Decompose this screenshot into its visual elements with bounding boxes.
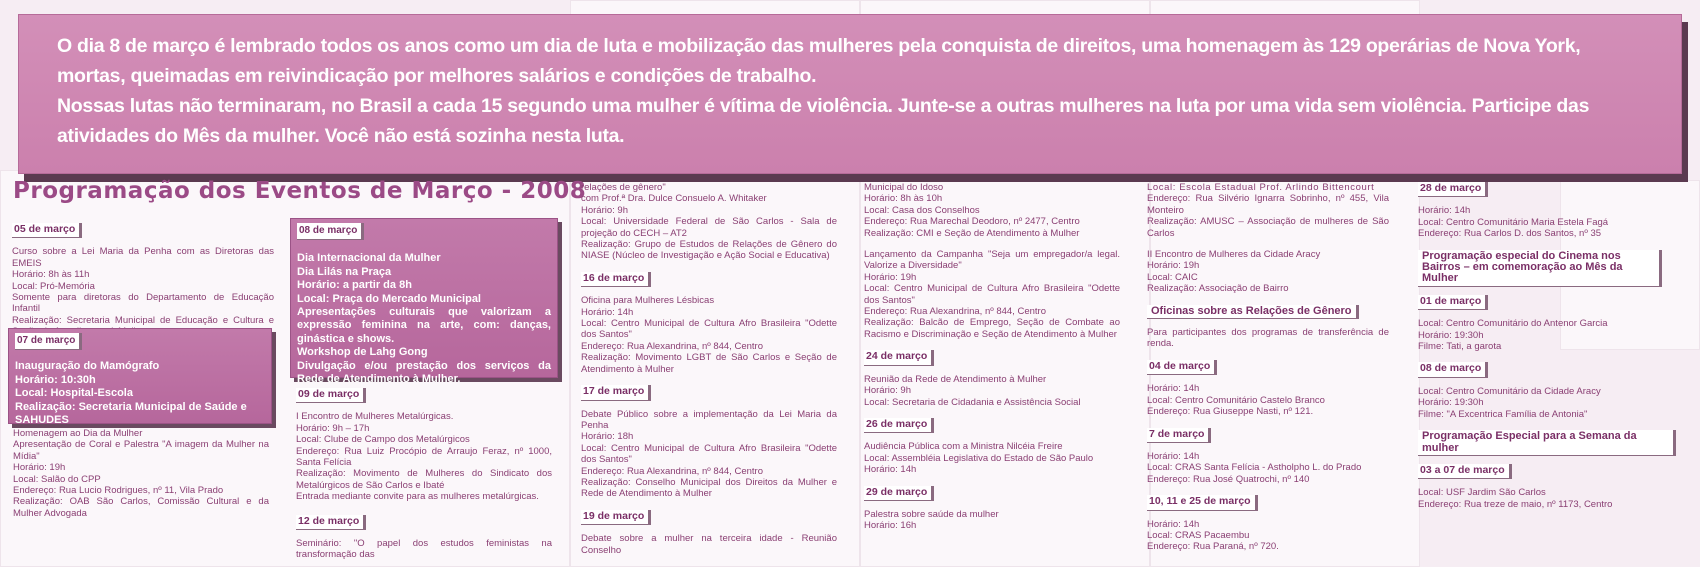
date-label: 26 de março xyxy=(864,418,934,433)
event-line: Local: Centro Comunitário Castelo Branco xyxy=(1147,394,1325,406)
event-line: Dia Lilás na Praça xyxy=(297,265,392,278)
event-line: Realização: Movimento de Mulheres do Sindicato dos Metalúrgicos de São Carlos e Ibaté xyxy=(296,468,552,491)
column-3 xyxy=(581,182,837,556)
event-line: Local: Escola Estadual Prof. Arlindo Bittencourt xyxy=(1147,182,1375,193)
event-line: Horário: 19h xyxy=(864,271,917,283)
event-line: Entrada mediante convite para as mulheres metalúrgicas. xyxy=(296,491,539,503)
event-line: Horário: 9h xyxy=(581,204,628,216)
event-block xyxy=(864,509,1120,532)
event-line: Realização: AMUSC – Associação de mulheres de São Carlos xyxy=(1147,216,1389,239)
highlight-event-08-marco xyxy=(290,218,558,386)
section-title: Programação especial do Cinema nos Bairros – em comemoração ao Mês da Mulher xyxy=(1418,250,1662,287)
banner-paragraph-2: Nossas lutas não terminaram, no Brasil a cada 15 segundo uma mulher é vítima de violência. Junte-se a outras mulheres na luta por uma vida sem violência. Participe das atividades do Mês da mulher. Você não está sozinha nesta luta. xyxy=(57,95,1590,147)
date-label: 10, 11 e 25 de março xyxy=(1147,495,1258,510)
event-line: Endereço: Rua Alexandrina, nº 844, Centro xyxy=(864,306,1046,318)
event-block xyxy=(1418,386,1676,420)
event-line: Somente para diretoras do Departamento de Educação Infantil xyxy=(12,292,274,315)
event-block xyxy=(1147,249,1389,295)
event-line: Horário: 18h xyxy=(581,431,634,443)
date-label: 12 de março xyxy=(296,515,366,530)
event-line: Local: CRAS Santa Felícia - Astholpho L. do Prado xyxy=(1147,462,1362,474)
column-4 xyxy=(864,182,1120,542)
event-line: Local: Centro Municipal de Cultura Afro Brasileira "Odette dos Santos" xyxy=(581,442,837,466)
event-line: Realização: Conselho Municipal dos Direitos da Mulher e Rede de Atendimento à Mulher xyxy=(581,476,837,500)
event-line: Horário: 19:30h xyxy=(1418,329,1484,341)
event-line: Horário: 8h às 10h xyxy=(864,193,943,205)
event-line: Local: Secretaria de Cidadania e Assistência Social xyxy=(864,396,1081,408)
event-line: Local: Centro Comunitário da Cidade Aracy xyxy=(1418,385,1601,397)
event-line: Endereço: Rua Carlos D. dos Santos, nº 35 xyxy=(1418,228,1602,240)
event-line: Palestra sobre saúde da mulher xyxy=(864,508,999,520)
event-line: Para participantes dos programas de transferência de renda. xyxy=(1147,327,1389,350)
event-line: Inauguração do Mamógrafo xyxy=(15,360,160,373)
event-line: com Prof.ª Dra. Dulce Consuelo A. Whitaker xyxy=(581,193,767,205)
event-line: Horário: 19h xyxy=(13,462,66,474)
event-line: Filme: Tati, a garota xyxy=(1418,341,1502,353)
column-1-lower xyxy=(13,428,269,519)
event-block xyxy=(1147,182,1389,239)
event-block xyxy=(581,295,837,375)
column-2 xyxy=(296,388,552,561)
event-block xyxy=(864,374,1120,408)
event-block xyxy=(1418,487,1676,510)
event-block xyxy=(1147,383,1389,417)
event-line: Endereço: Rua Marechal Deodoro, nº 2477, Centro xyxy=(864,216,1080,228)
event-line: Horário: 14h xyxy=(1147,383,1200,395)
event-line: Horário: 9h – 17h xyxy=(296,422,370,434)
event-line: Realização: Grupo de Estudos de Relações de Gênero do NIASE (Núcleo de Investigação e Ação Social e Educativa) xyxy=(581,239,837,262)
date-label: 17 de março xyxy=(581,385,651,400)
section-title: Programação Especial para a Semana da mulher xyxy=(1418,430,1676,456)
page-title: Programação dos Eventos de Março - 2008 xyxy=(13,178,587,204)
event-line: Endereço: Rua treze de maio, nº 1173, Centro xyxy=(1418,498,1613,510)
event-line: Local: Centro Municipal de Cultura Afro Brasileira "Odette dos Santos" xyxy=(864,283,1120,306)
event-line: Horário: 8h às 11h xyxy=(12,269,90,281)
date-label: 08 de março xyxy=(297,223,364,240)
event-line: Endereço: Rua Alexandrina, nº 844, Centro xyxy=(581,340,763,352)
event-line: Realização: Secretaria Municipal de Educação e Cultura e xyxy=(12,314,274,326)
event-line: Horário: 10:30h xyxy=(15,373,96,386)
event-block xyxy=(581,182,837,262)
date-label: 24 de março xyxy=(864,350,934,365)
event-line: Local: USF Jardim São Carlos xyxy=(1418,487,1546,499)
date-label: 04 de março xyxy=(1147,360,1217,375)
event-line: Curso sobre a Lei Maria da Penha com as Diretoras das EMEIS xyxy=(12,246,274,269)
date-label: 07 de março xyxy=(15,333,82,350)
event-block xyxy=(12,246,274,337)
event-line: Horário: 9h xyxy=(864,385,911,397)
date-label: 05 de março xyxy=(12,223,82,238)
event-line: Realização: Movimento LGBT de São Carlos e Seção de Atendimento à Mulher xyxy=(581,352,837,375)
event-line: Horário: 19h xyxy=(1147,260,1200,272)
event-line: Horário: a partir da 8h xyxy=(297,279,412,292)
event-line: Horário: 14h xyxy=(1147,450,1200,462)
event-line: Local: CRAS Pacaembu xyxy=(1147,529,1250,541)
event-line: Oficina para Mulheres Lésbicas xyxy=(581,295,715,307)
event-line: Endereço: Rua José Quatrochi, nº 140 xyxy=(1147,473,1310,485)
event-line: Seminário: "O papel dos estudos feministas na transformação das xyxy=(296,538,552,561)
event-line: II Encontro de Mulheres da Cidade Aracy xyxy=(1147,249,1321,261)
event-line: Horário: 16h xyxy=(864,520,917,532)
event-line: Horário: 14h xyxy=(1418,205,1471,217)
column-6 xyxy=(1418,182,1676,520)
date-label: 09 de março xyxy=(296,388,366,403)
date-label: 08 de março xyxy=(1418,362,1488,377)
event-line: Realização: Associação de Bairro xyxy=(1147,283,1289,295)
intro-banner xyxy=(18,14,1682,174)
event-line: Workshop de Lahg Gong xyxy=(297,346,428,359)
event-line: Local: Hospital-Escola xyxy=(15,387,133,400)
event-line: Endereço: Rua Alexandrina, nº 844, Centro xyxy=(581,465,763,477)
event-line: Endereço: Rua Giuseppe Nasti, nº 121. xyxy=(1147,406,1314,418)
section-title: Oficinas sobre as Relações de Gênero xyxy=(1147,305,1359,319)
event-line: Local: Praça do Mercado Municipal xyxy=(297,292,481,305)
column-5 xyxy=(1147,182,1389,563)
event-block xyxy=(1418,318,1676,352)
event-block xyxy=(581,409,837,500)
event-line: Endereço: Rua Luiz Procópio de Arraujo Feraz, nº 1000, Santa Felícia xyxy=(296,445,552,469)
event-line: Homenagem ao Dia da Mulher xyxy=(13,428,143,439)
date-label: 29 de março xyxy=(864,486,934,501)
event-block xyxy=(1147,519,1389,553)
event-line: Realização: OAB São Carlos, Comissão Cultural e da Mulher Advogada xyxy=(13,496,269,519)
event-line: Local: Centro Comunitário do Antenor Garcia xyxy=(1418,318,1608,330)
event-line: Realização: Balcão de Emprego, Seção de Combate ao Racismo e Discriminação e Seção de Atendimento à Mulher xyxy=(864,317,1120,340)
event-line: Local: Clube de Campo dos Metalúrgicos xyxy=(296,434,470,446)
event-line: Endereço: Rua Lucio Rodrigues, nº 11, Vila Prado xyxy=(13,485,224,497)
event-block xyxy=(1418,205,1676,239)
event-line: Local: Pró-Memória xyxy=(12,280,95,292)
event-line: Apresentações culturais que valorizam a expressão feminina na arte, com: danças, ginástica e shows. xyxy=(297,306,551,345)
event-line: Horário: 19:30h xyxy=(1418,397,1484,409)
date-label: 16 de março xyxy=(581,272,651,287)
event-line: Dia Internacional da Mulher xyxy=(297,252,441,265)
banner-paragraph-1: O dia 8 de março é lembrado todos os anos como um dia de luta e mobilização das mulheres pela conquista de direitos, uma homenagem às 129 operárias de Nova York, mortas, queimadas em reivindicação por melhores salários e condições de trabalho. xyxy=(57,35,1581,87)
event-line: Horário: 14h xyxy=(581,306,634,318)
event-line: Horário: 14h xyxy=(864,464,917,476)
event-line: Divulgação e/ou prestação dos serviços da Rede de Atendimento à Mulher. xyxy=(297,359,551,386)
event-line: Local: Centro Municipal de Cultura Afro Brasileira "Odette dos Santos" xyxy=(581,318,837,341)
date-label: 28 de março xyxy=(1418,182,1488,197)
date-label: 01 de março xyxy=(1418,295,1488,310)
event-block xyxy=(864,441,1120,475)
event-line: Local: Assembléia Legislativa do Estado de São Paulo xyxy=(864,452,1094,464)
event-block xyxy=(1147,451,1389,485)
event-line: Local: Centro Comunitário Maria Estela Fagá xyxy=(1418,216,1609,228)
event-block xyxy=(864,182,1120,239)
event-line: Realização: CMI e Seção de Atendimento à Mulher xyxy=(864,227,1080,239)
event-line: Local: Salão do CPP xyxy=(13,473,101,485)
date-label: 03 a 07 de março xyxy=(1418,464,1512,479)
event-line: Debate sobre a mulher na terceira idade - Reunião Conselho xyxy=(581,533,837,556)
event-line: Debate Público sobre a implementação da Lei Maria da Penha xyxy=(581,408,837,431)
event-line: Endereço: Rua Paraná, nº 720. xyxy=(1147,541,1279,553)
event-block xyxy=(864,249,1120,340)
event-line: Municipal do Idoso xyxy=(864,182,944,193)
highlight-event-07-marco xyxy=(8,328,272,427)
event-line: Local: Universidade Federal de São Carlos - Sala de projeção do CECH – AT2 xyxy=(581,216,837,239)
event-line: Filme: "A Excentrica Família de Antonia" xyxy=(1418,408,1588,420)
date-label: 7 de março xyxy=(1147,428,1211,443)
event-line: Horário: 14h xyxy=(1147,518,1200,530)
event-line: Endereço: Rua Silvério Ignarra Sobrinho, nº 455, Vila Monteiro xyxy=(1147,193,1389,216)
event-line: Local: Casa dos Conselhos xyxy=(864,204,980,216)
event-line: Apresentação de Coral e Palestra "A imagem da Mulher na Mídia" xyxy=(13,439,269,462)
event-line: Reunião da Rede de Atendimento à Mulher xyxy=(864,373,1047,385)
event-line: Local: CAIC xyxy=(1147,271,1198,283)
event-line: Realização: Secretaria Municipal de Saúde e SAHUDES xyxy=(15,400,247,427)
event-block xyxy=(296,411,552,502)
event-line: Lançamento da Campanha "Seja um empregador/a legal. Valorize a Diversidade" xyxy=(864,249,1120,272)
event-line: I Encontro de Mulheres Metalúrgicas. xyxy=(296,411,454,423)
date-label: 19 de março xyxy=(581,510,651,525)
event-line: relações de gênero" xyxy=(581,182,666,193)
event-line: Audiência Pública com a Ministra Nilcéia Freire xyxy=(864,441,1063,453)
